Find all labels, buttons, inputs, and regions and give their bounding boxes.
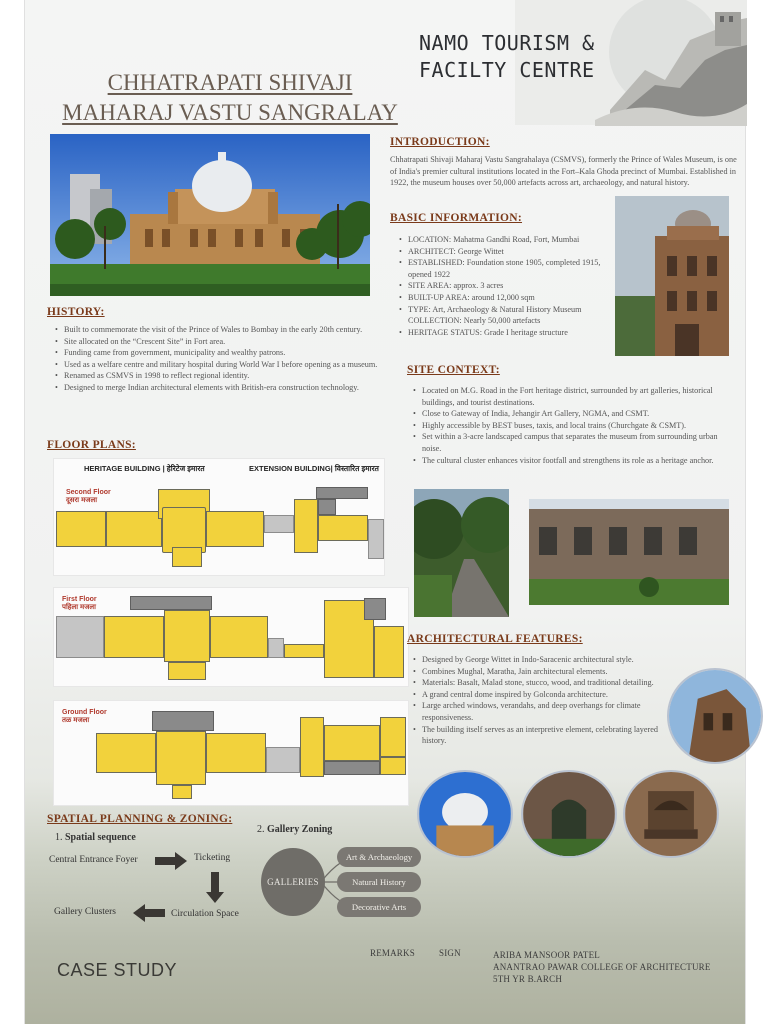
architectural-features-list [413, 654, 671, 747]
arrow-down-icon [205, 870, 225, 904]
plan-room [318, 515, 368, 541]
architectural-feature-item: • Large arched windows, verandahs, and deep overhangs for climate responsiveness. [413, 700, 671, 723]
spatial-sequence-title [55, 832, 136, 843]
architectural-feature-item: • The building itself serves as an interpretive element, celebrating layered history. [413, 724, 671, 747]
ground-floor-title-hindi: तळ मजला [62, 717, 90, 724]
plan-room [324, 725, 380, 761]
architectural-features-heading: ARCHITECTURAL FEATURES: [407, 633, 583, 645]
introduction-text: Chhatrapati Shivaji Maharaj Vastu Sangrahalaya (CSMVS), formerly the Prince of Wales Museum, is one of India's premier cultural institutions located in the Fort–Kala Ghoda precinct of Mumbai. Established in 1922, the museum houses over 50,000 artefacts across art, archaeology, and natural history. [390, 155, 737, 188]
flow-entrance-foyer: Central Entrance Foyer [49, 855, 138, 865]
spatial-sequence-label: Spatial sequence [65, 832, 136, 843]
first-floor-title: First Floor [62, 596, 97, 603]
academic-year: 5TH YR B.ARCH [493, 974, 563, 984]
plan-room [380, 757, 406, 775]
plan-room [364, 598, 386, 620]
tower-closeup-photo [667, 668, 763, 764]
plan-room [318, 499, 336, 515]
history-item: • Used as a welfare centre and military hospital during World War I before opening as a museum. [55, 359, 385, 371]
architectural-feature-item: • Combines Mughal, Maratha, Jain architectural elements. [413, 666, 671, 678]
plan-room [374, 626, 404, 678]
architectural-feature-item: • Materials: Basalt, Malad stone, stucco, wood, and traditional detailing. [413, 677, 671, 689]
history-item: • Site allocated on the “Crescent Site” in Fort area. [55, 336, 385, 348]
basic-info-heading: BASIC INFORMATION: [390, 212, 523, 224]
history-item: • Funding came from government, municipality and wealthy patrons. [55, 347, 385, 359]
first-floor-label [62, 596, 97, 612]
plan-room [56, 616, 104, 658]
plan-room [264, 515, 294, 533]
plan-room [172, 785, 192, 799]
plan-room [266, 747, 300, 773]
second-floor-plan [53, 458, 385, 576]
basic-info-list [399, 234, 607, 338]
basic-info-item: • ARCHITECT: George Wittet [399, 246, 607, 258]
site-context-item: • Located on M.G. Road in the Fort heritage district, surrounded by art galleries, historical buildings, and tourist destinations. [413, 385, 735, 408]
architectural-feature-item: • A grand central dome inspired by Golconda architecture. [413, 689, 671, 701]
history-heading: HISTORY: [47, 306, 105, 318]
plan-room [300, 717, 324, 777]
extension-building-label: EXTENSION BUILDING| विस्तारित इमारत [249, 464, 379, 473]
plan-room [368, 519, 384, 559]
ground-floor-plan [53, 700, 409, 806]
plan-room [206, 733, 266, 773]
plan-room [168, 662, 206, 680]
second-floor-label [66, 489, 111, 505]
plan-room [294, 499, 318, 553]
museum-facade-photo [529, 499, 729, 605]
site-context-item: • The cultural cluster enhances visitor footfall and strengthens its role as a heritage anchor. [413, 455, 735, 467]
site-context-item: • Close to Gateway of India, Jehangir Art Gallery, NGMA, and CSMT. [413, 408, 735, 420]
site-context-item: • Set within a 3-acre landscaped campus that separates the museum from surrounding urban noise. [413, 431, 735, 454]
plan-room [96, 733, 156, 773]
site-context-item: • Highly accessible by BEST buses, taxis, and local trains (Churchgate & CSMT). [413, 420, 735, 432]
history-list [55, 324, 385, 394]
plan-room [152, 711, 214, 731]
plan-room [156, 731, 206, 785]
site-road-photo [414, 489, 509, 617]
museum-title [35, 68, 425, 128]
case-study-label: CASE STUDY [57, 960, 178, 980]
basic-info-item: • HERITAGE STATUS: Grade I heritage structure [399, 327, 607, 339]
centre-title [419, 30, 679, 84]
arrow-left-icon [131, 903, 167, 923]
introduction-heading: INTRODUCTION: [390, 136, 490, 148]
heritage-building-label: HERITAGE BUILDING | हेरिटेज इमारत [84, 464, 205, 473]
sign-label: SIGN [439, 948, 461, 958]
student-name: ARIBA MANSOOR PATEL [493, 950, 600, 960]
gallery-decorative-arts: Decorative Arts [337, 897, 421, 917]
history-item: • Designed to merge Indian architectural elements with British-era construction technology. [55, 382, 385, 394]
basic-info-item: • TYPE: Art, Archaeology & Natural History Museum COLLECTION: Nearly 50,000 artefacts [399, 304, 607, 327]
history-item: • Renamed as CSMVS in 1998 to reflect regional identity. [55, 370, 385, 382]
museum-main-photo [50, 134, 370, 296]
basic-info-item: • SITE AREA: approx. 3 acres [399, 280, 607, 292]
plan-room [172, 547, 202, 567]
spatial-sequence-number: 1. [55, 832, 63, 843]
first-floor-title-hindi: पहिला मजला [62, 604, 96, 611]
galleries-hub: GALLERIES [261, 848, 325, 916]
balcony-photo [623, 770, 719, 858]
plan-room [164, 610, 210, 662]
poster-sheet [24, 0, 746, 1024]
plan-room [56, 511, 106, 547]
gallery-zoning-label: Gallery Zoning [267, 824, 333, 835]
basic-info-item: • ESTABLISHED: Foundation stone 1905, completed 1915, opened 1922 [399, 257, 607, 280]
plan-room [316, 487, 368, 499]
ground-floor-title: Ground Floor [62, 709, 107, 716]
flow-gallery-clusters: Gallery Clusters [54, 907, 117, 917]
plan-room [106, 511, 162, 547]
site-context-heading: SITE CONTEXT: [407, 364, 500, 376]
second-floor-title-hindi: दूसरा मजला [66, 497, 98, 504]
flow-circulation-space: Circulation Space [171, 909, 239, 919]
plan-room [130, 596, 212, 610]
site-context-list [413, 385, 735, 466]
archway-photo [521, 770, 617, 858]
museum-title-line1: CHHATRAPATI SHIVAJI [107, 70, 353, 95]
ground-floor-label [62, 709, 107, 725]
gallery-natural-history: Natural History [337, 872, 421, 892]
plan-room [284, 644, 324, 658]
plan-room [380, 717, 406, 757]
dome-photo [417, 770, 513, 858]
remarks-label: REMARKS [370, 948, 415, 958]
museum-title-line2: MAHARAJ VASTU SANGRALAY [62, 100, 398, 125]
spatial-planning-heading: SPATIAL PLANNING & ZONING: [47, 813, 233, 825]
arrow-right-icon [153, 851, 189, 871]
basic-info-item: • LOCATION: Mahatma Gandhi Road, Fort, Mumbai [399, 234, 607, 246]
college-name: ANANTRAO PAWAR COLLEGE OF ARCHITECTURE [493, 962, 711, 972]
gallery-zoning-title [257, 824, 332, 835]
plan-room [268, 638, 284, 658]
floor-plans-heading: FLOOR PLANS: [47, 439, 136, 451]
plan-room [210, 616, 268, 658]
plan-room [324, 761, 380, 775]
plan-room [104, 616, 164, 658]
gallery-art-archaeology: Art & Archaeology [337, 847, 421, 867]
flow-ticketing: Ticketing [194, 853, 231, 863]
first-floor-plan [53, 587, 409, 687]
plan-room [206, 511, 264, 547]
museum-tower-photo [615, 196, 729, 356]
gallery-zoning-number: 2. [257, 824, 265, 835]
basic-info-item: • BUILT-UP AREA: around 12,000 sqm [399, 292, 607, 304]
centre-title-line1: NAMO TOURISM & [419, 31, 595, 55]
architectural-feature-item: • Designed by George Wittet in Indo-Saracenic architectural style. [413, 654, 671, 666]
history-item: • Built to commemorate the visit of the Prince of Wales to Bombay in the early 20th century. [55, 324, 385, 336]
second-floor-title: Second Floor [66, 489, 111, 496]
centre-title-line2: FACILTY CENTRE [419, 58, 595, 82]
